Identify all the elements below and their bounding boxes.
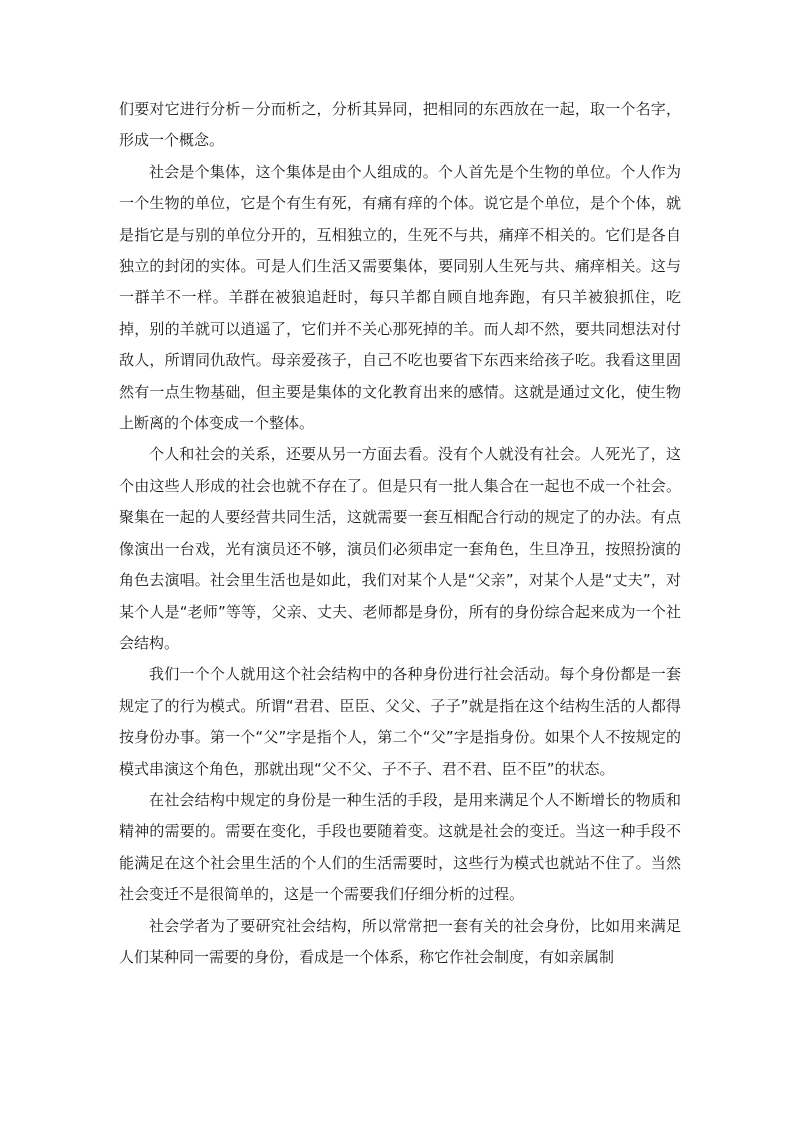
paragraph-6: 社会学者为了要研究社会结构，所以常常把一套有关的社会身份，比如用来满足人们某种同一需要的身份，看成是一个体系，称它作社会制度，有如亲属制	[119, 916, 681, 966]
paragraph-1: 们要对它进行分析－分而析之，分析其异同，把相同的东西放在一起，取一个名字，形成一个概念。	[119, 100, 681, 150]
paragraph-3: 个人和社会的关系，还要从另一方面去看。没有个人就没有社会。人死光了，这个由这些人形成的社会也就不存在了。但是只有一批人集合在一起也不成一个社会。聚集在一起的人要经营共同生活，这就需要一套互相配合行动的规定了的办法。有点像演出一台戏，光有演员还不够，演员们必须串定一套角色，生旦净丑，按照扮演的角色去演唱。社会里生活也是如此，我们对某个人是“父亲”，对某个人是“丈夫”，对某个人是“老师”等等，父亲、丈夫、老师都是身份，所有的身份综合起来成为一个社会结构。	[119, 445, 681, 652]
paragraph-2: 社会是个集体，这个集体是由个人组成的。个人首先是个生物的单位。个人作为一个生物的单位，它是个有生有死，有痛有痒的个体。说它是个单位，是个个体，就是指它是与别的单位分开的，互相独立的，生死不与共，痛痒不相关的。它们是各自独立的封闭的实体。可是人们生活又需要集体，要同别人生死与共、痛痒相关。这与一群羊不一样。羊群在被狼追赶时，每只羊都自顾自地奔跑，有只羊被狼抓住，吃掉，别的羊就可以逍遥了，它们并不关心那死掉的羊。而人却不然，要共同想法对付敌人，所谓同仇敌忾。母亲爱孩子，自己不吃也要省下东西来给孩子吃。我看这里固然有一点生物基础，但主要是集体的文化教育出来的感情。这就是通过文化，使生物上断离的个体变成一个整体。	[119, 162, 681, 433]
paragraph-4: 我们一个个人就用这个社会结构中的各种身份进行社会活动。每个身份都是一套规定了的行为模式。所谓“君君、臣臣、父父、子子”就是指在这个结构生活的人都得按身份办事。第一个“父”字是指个人，第二个“父”字是指身份。如果个人不按规定的模式串演这个角色，那就出现“父不父、子不子、君不君、臣不臣”的状态。	[119, 665, 681, 778]
body-text	[119, 94, 681, 973]
paragraph-5: 在社会结构中规定的身份是一种生活的手段，是用来满足个人不断增长的物质和精神的需要的。需要在变化，手段也要随着变。这就是社会的变迁。当这一种手段不能满足在这个社会里生活的个人们的生活需要时，这些行为模式也就站不住了。当然社会变迁不是很简单的，这是一个需要我们仔细分析的过程。	[119, 790, 681, 904]
